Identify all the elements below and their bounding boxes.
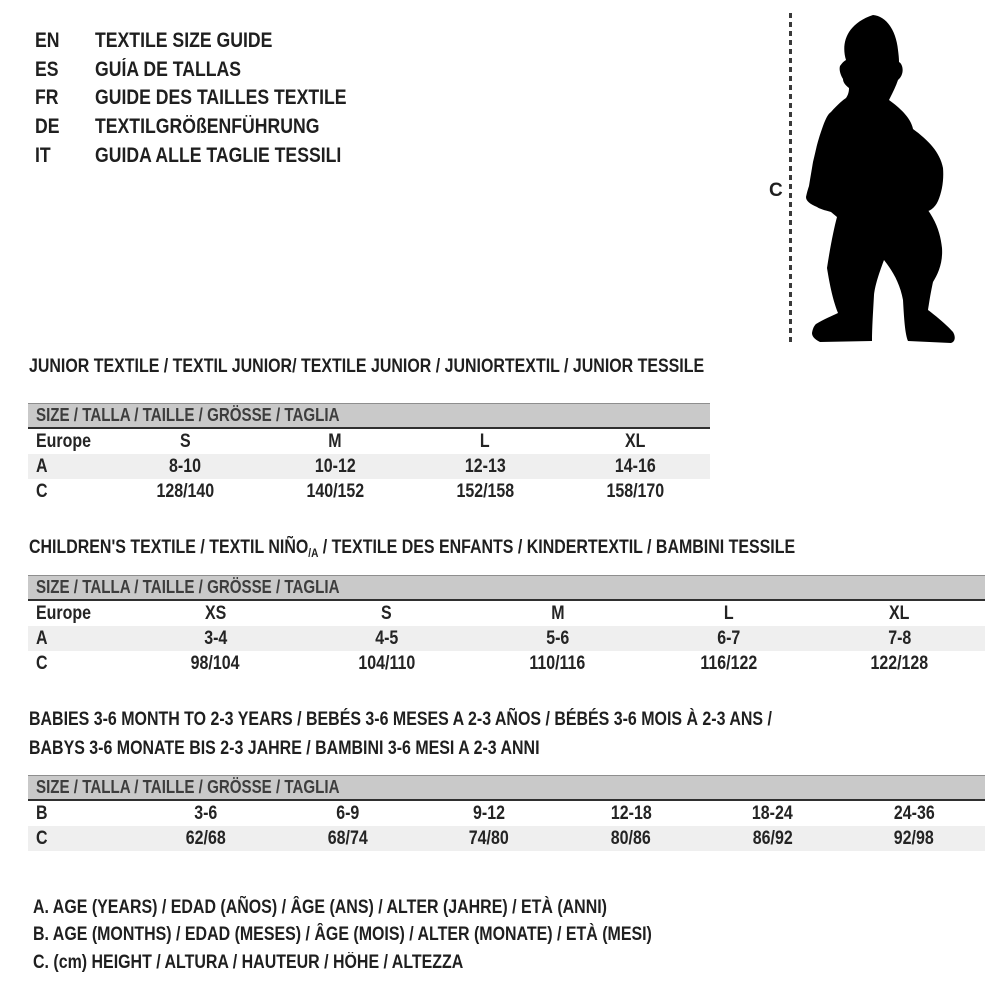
size-cell-text: 104/110 [358, 653, 415, 674]
section-title-babies [29, 706, 913, 763]
size-cell [260, 454, 410, 479]
size-cell [277, 801, 419, 826]
size-table-junior [28, 403, 710, 504]
section-title-junior [29, 356, 833, 378]
size-table-children [28, 575, 985, 676]
footnote-text: A. AGE (YEARS) / EDAD (AÑOS) / ÂGE (ANS) / ALTER (JAHRE) / ETÀ (ANNI) [33, 897, 607, 918]
size-cell [843, 826, 985, 851]
language-label-text: GUIDA ALLE TAGLIE TESSILI [95, 143, 342, 167]
language-row [35, 27, 394, 56]
size-cell [560, 429, 710, 454]
language-label-text: GUÍA DE TALLAS [95, 57, 242, 81]
row-label [28, 626, 130, 651]
row-label-text: Europe [36, 603, 91, 624]
size-cell [702, 826, 844, 851]
size-cell [814, 626, 985, 651]
table-row-age [28, 454, 710, 479]
language-label-text: TEXTILE SIZE GUIDE [95, 29, 273, 52]
size-cell-text: 80/86 [610, 828, 651, 849]
size-cell [472, 651, 643, 676]
size-cell [135, 826, 277, 851]
size-cell [560, 454, 710, 479]
language-label [95, 27, 306, 56]
language-code-text: EN [35, 29, 60, 52]
table-row-europe [28, 601, 985, 626]
size-cell [130, 626, 301, 651]
language-code [35, 56, 95, 85]
size-cell-text: 6-9 [335, 803, 360, 824]
size-cell-text: 128/140 [156, 481, 214, 502]
size-cell [814, 601, 985, 626]
row-label [28, 479, 110, 504]
size-cell [110, 429, 260, 454]
size-cell [110, 454, 260, 479]
table-row-height [28, 479, 710, 504]
size-cell-text: 5-6 [545, 628, 570, 649]
size-cell-text: 62/68 [185, 828, 226, 849]
size-cell-text: 12-18 [610, 803, 652, 824]
footnote-b [33, 921, 770, 948]
row-label [28, 801, 135, 826]
size-cell [560, 826, 702, 851]
size-cell [410, 479, 560, 504]
language-code [35, 27, 95, 56]
size-cell [560, 479, 710, 504]
row-label [28, 601, 130, 626]
language-code-text: FR [35, 86, 59, 110]
table-row-age-months [28, 801, 985, 826]
table-row-age [28, 626, 985, 651]
size-cell-text: S [381, 603, 392, 624]
row-label [28, 826, 135, 851]
size-cell-text: M [550, 603, 565, 624]
table-header-text: SIZE / TALLA / TAILLE / GRÖSSE / TAGLIA [36, 577, 340, 597]
size-cell [135, 801, 277, 826]
footnote-list [33, 894, 770, 976]
size-cell [472, 601, 643, 626]
toddler-silhouette-icon [786, 8, 986, 348]
size-cell [643, 601, 814, 626]
table-header-bar [28, 403, 710, 429]
size-cell-text: 6-7 [716, 628, 741, 649]
table-row-height [28, 651, 985, 676]
size-cell-text: 18-24 [752, 803, 793, 824]
size-cell-text: M [328, 431, 342, 452]
size-cell-text: 7-8 [887, 628, 912, 649]
size-cell [418, 801, 560, 826]
section-title-text: JUNIOR TEXTILE / TEXTIL JUNIOR/ TEXTILE JUNIOR / JUNIORTEXTIL / JUNIOR TESSILE [29, 356, 705, 377]
size-cell [643, 651, 814, 676]
size-cell [277, 826, 419, 851]
footnote-text: C. (cm) HEIGHT / ALTURA / HAUTEUR / HÖHE / ALTEZZA [33, 951, 464, 973]
language-title-list [35, 27, 394, 170]
title-part: / TEXTILE DES ENFANTS / KINDERTEXTIL / BAMBINI TESSILE [318, 537, 796, 558]
size-cell-text: XL [889, 603, 910, 624]
size-cell-text: 152/158 [456, 481, 514, 502]
size-cell [560, 801, 702, 826]
size-cell [472, 626, 643, 651]
size-cell-text: 12-13 [464, 456, 506, 477]
row-label-text: C [36, 828, 48, 849]
language-label [95, 142, 388, 171]
language-label-text: GUIDE DES TAILLES TEXTILE [95, 86, 347, 110]
size-cell-text: 122/128 [870, 653, 929, 674]
size-cell-text: L [480, 431, 490, 452]
size-cell [110, 479, 260, 504]
size-cell-text: 3-4 [203, 628, 228, 649]
size-cell-text: XL [624, 431, 646, 452]
row-label [28, 429, 110, 454]
size-cell-text: 98/104 [191, 653, 240, 674]
table-header-bar [28, 575, 985, 601]
size-cell [130, 601, 301, 626]
row-label-text: B [36, 803, 48, 824]
row-label [28, 651, 130, 676]
size-cell [643, 626, 814, 651]
size-cell [410, 454, 560, 479]
language-code-text: IT [35, 143, 51, 167]
language-row [35, 56, 394, 85]
footnote-a [33, 894, 770, 921]
language-row [35, 142, 394, 171]
language-label [95, 113, 362, 142]
size-cell [301, 651, 472, 676]
size-cell [301, 601, 472, 626]
size-cell-text: S [179, 431, 191, 452]
row-label [28, 454, 110, 479]
size-cell [814, 651, 985, 676]
size-cell-text: 4-5 [374, 628, 399, 649]
row-label-text: C [36, 481, 48, 502]
size-cell [418, 826, 560, 851]
language-label [95, 56, 269, 85]
language-code-text: DE [35, 115, 60, 139]
language-row [35, 113, 394, 142]
language-label-text: TEXTILGRÖßENFÜHRUNG [95, 115, 320, 139]
size-cell-text: 158/170 [606, 481, 664, 502]
language-label [95, 84, 394, 113]
title-part: CHILDREN'S TEXTILE / TEXTIL NIÑO [29, 537, 309, 558]
size-cell-text: 9-12 [473, 803, 506, 824]
section-title-line1: BABIES 3-6 MONTH TO 2-3 YEARS / BEBÉS 3-6 MESES A 2-3 AÑOS / BÉBÉS 3-6 MOIS À 2-3 ANS / [29, 709, 772, 730]
language-code [35, 113, 95, 142]
section-title-text [29, 537, 795, 564]
table-row-europe [28, 429, 710, 454]
footnote-text: B. AGE (MONTHS) / EDAD (MESES) / ÂGE (MOIS) / ALTER (MONATE) / ETÀ (MESI) [33, 924, 652, 946]
size-cell-text: 3-6 [194, 803, 218, 824]
title-subscript: /A [308, 546, 319, 560]
size-cell [260, 479, 410, 504]
size-cell-text: 140/152 [306, 481, 364, 502]
size-cell-text: XS [204, 603, 227, 624]
height-measure-label: C [769, 180, 783, 201]
size-cell-text: 68/74 [327, 828, 368, 849]
size-cell-text: 24-36 [893, 803, 935, 824]
row-label-text: A [36, 456, 48, 477]
language-code [35, 84, 95, 113]
size-cell [260, 429, 410, 454]
size-cell [130, 651, 301, 676]
table-header-text: SIZE / TALLA / TAILLE / GRÖSSE / TAGLIA [36, 405, 340, 425]
row-label-text: C [36, 653, 48, 674]
size-table-babies [28, 775, 985, 851]
size-cell-text: 92/98 [894, 828, 935, 849]
size-cell-text: 110/116 [529, 653, 586, 674]
size-cell-text: 74/80 [469, 828, 510, 849]
footnote-c [33, 949, 770, 976]
size-cell [702, 801, 844, 826]
size-cell-text: 10-12 [314, 456, 356, 477]
table-header-bar [28, 775, 985, 801]
language-row [35, 84, 394, 113]
size-cell [301, 626, 472, 651]
size-cell-text: 14-16 [614, 456, 656, 477]
size-cell [410, 429, 560, 454]
row-label-text: A [36, 628, 48, 649]
size-cell-text: 86/92 [752, 828, 793, 849]
language-code [35, 142, 95, 171]
row-label-text: Europe [36, 431, 91, 452]
language-code-text: ES [35, 57, 59, 81]
size-cell [843, 801, 985, 826]
section-title-children [29, 537, 941, 564]
section-title-line2: BABYS 3-6 MONATE BIS 2-3 JAHRE / BAMBINI 3-6 MESI A 2-3 ANNI [29, 737, 540, 759]
size-cell-text: 8-10 [169, 456, 201, 477]
size-cell-text: L [723, 603, 734, 624]
size-cell-text: 116/122 [700, 653, 757, 674]
table-header-text: SIZE / TALLA / TAILLE / GRÖSSE / TAGLIA [36, 777, 340, 797]
table-row-height [28, 826, 985, 851]
